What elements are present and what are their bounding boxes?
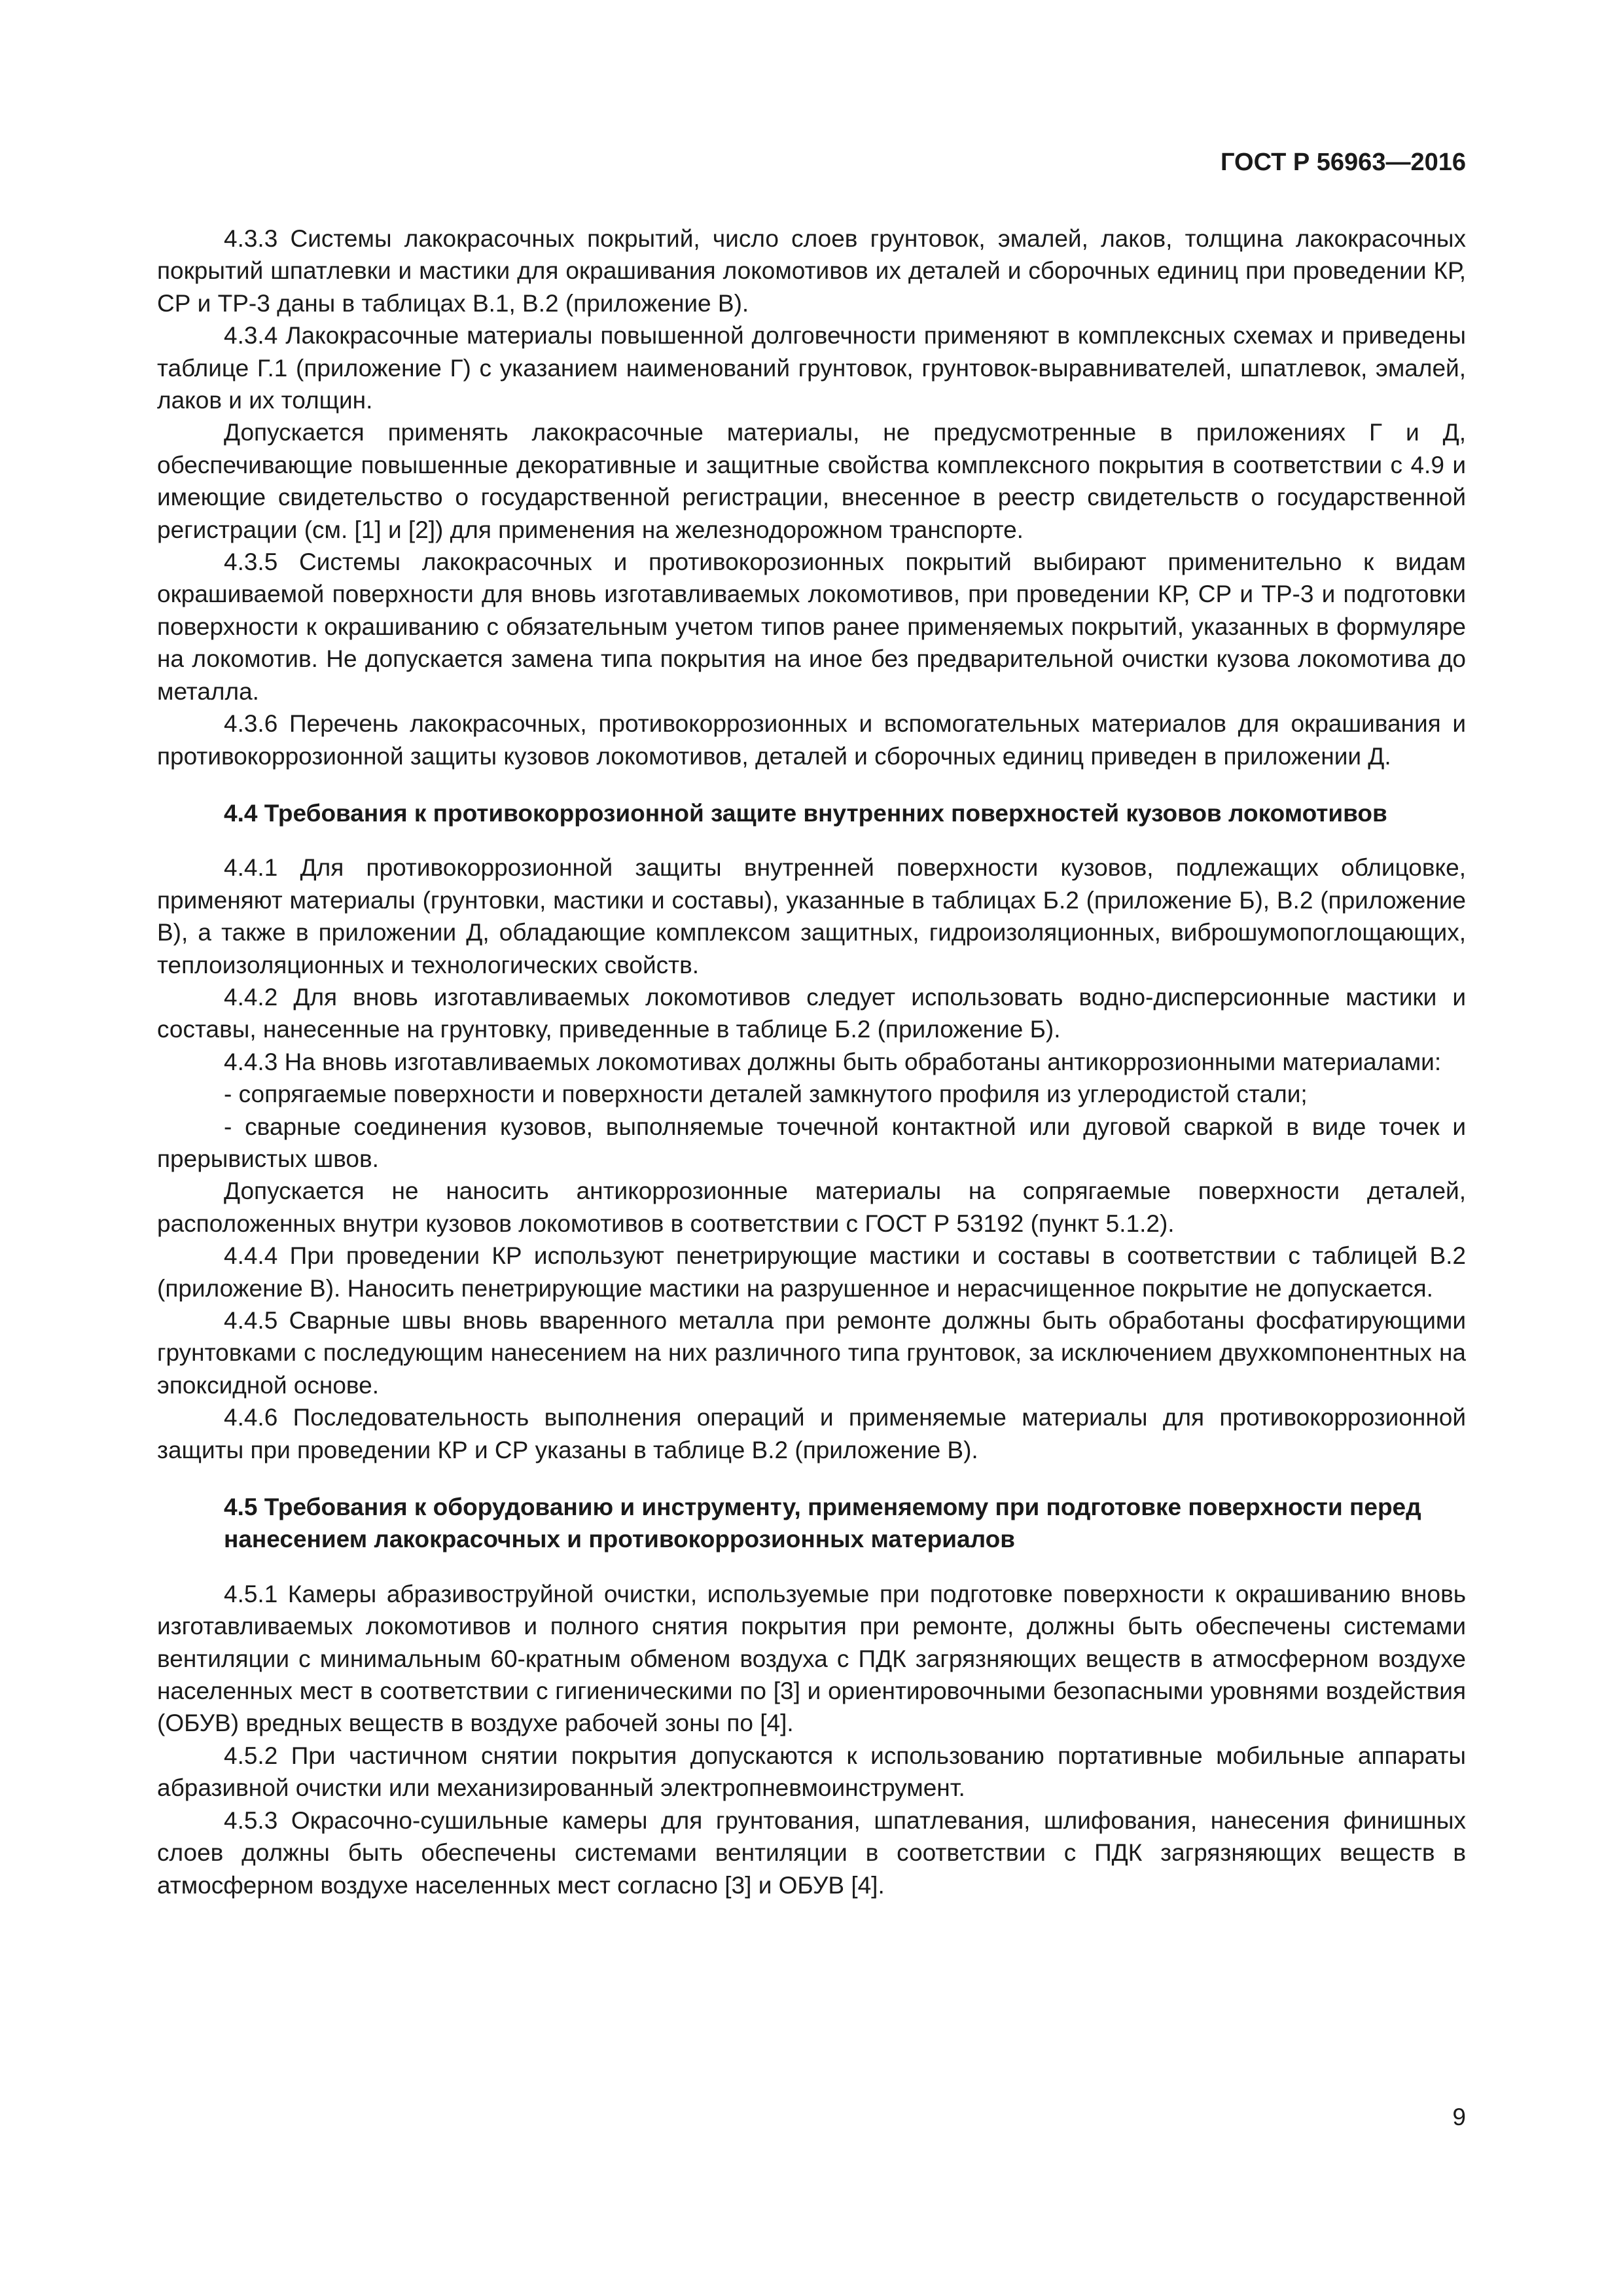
- paragraph-4-3-6: 4.3.6 Перечень лакокрасочных, противокоррозионных и вспомогательных материалов для окрашивания и противокоррозионной защиты кузовов локомотивов, деталей и сборочных единиц приведен в приложении Д.: [157, 710, 1466, 770]
- paragraph-4-4-4: 4.4.4 При проведении КР используют пенетрирующие мастики и составы в соответствии с таблицей В.2 (приложение В). Наносить пенетрирующие мастики на разрушенное и нерасчищенное покрытие не допускается.: [157, 1242, 1466, 1302]
- list-item-mating-surfaces: - сопрягаемые поверхности и поверхности деталей замкнутого профиля из углеродистой стали;: [224, 1081, 1308, 1108]
- paragraph-4-4-3: 4.4.3 На вновь изготавливаемых локомотивах должны быть обработаны антикоррозионными материалами:: [224, 1048, 1442, 1075]
- list-item-welded-joints: - сварные соединения кузовов, выполняемые точечной контактной или дуговой сваркой в виде точек и прерывистых швов.: [157, 1113, 1466, 1172]
- paragraph-4-3-4-allowance: Допускается применять лакокрасочные материалы, не предусмотренные в приложениях Г и Д, обеспечивающие повышенные декоративные и защитные свойства комплексного покрытия в соответствии с 4.9 и имеющие свидетельство о государственной регистрации, внесенное в реестр свидетельств о государственной регистрации (см. [1] и [2]) для применения на железнодорожном транспорте.: [157, 419, 1466, 543]
- paragraph-4-5-2: 4.5.2 При частичном снятии покрытия допускаются к использованию портативные мобильные аппараты абразивной очистки или механизированный электропневмоинструмент.: [157, 1742, 1466, 1802]
- page-number: 9: [1452, 2104, 1466, 2130]
- paragraph-4-4-2: 4.4.2 Для вновь изготавливаемых локомотивов следует использовать водно-дисперсионные мастики и составы, нанесенные на грунтовку, приведенные в таблице Б.2 (приложение Б).: [157, 983, 1466, 1043]
- document-body: [157, 223, 1466, 1901]
- paragraph-4-5-1: 4.5.1 Камеры абразивоструйной очистки, используемые при подготовке поверхности к окрашиванию вновь изготавливаемых локомотивов и полного снятия покрытия при ремонте, должны быть обеспечены системами вентиляции с минимальным 60-кратным обменом воздуха с ПДК загрязняющих веществ в атмосферном воздухе населенных мест в соответствии с гигиеническими по [3] и ориентировочными безопасными уровнями воздействия (ОБУВ) вредных веществ в воздухе рабочей зоны по [4].: [157, 1580, 1466, 1737]
- paragraph-4-4-3-allowance: Допускается не наносить антикоррозионные материалы на сопрягаемые поверхности деталей, расположенных внутри кузовов локомотивов в соответствии с ГОСТ Р 53192 (пункт 5.1.2).: [157, 1177, 1466, 1237]
- paragraph-4-4-6: 4.4.6 Последовательность выполнения операций и применяемые материалы для противокоррозионной защиты при проведении КР и СР указаны в таблице В.2 (приложение В).: [157, 1404, 1466, 1463]
- document-code-header: ГОСТ Р 56963—2016: [1221, 149, 1466, 176]
- paragraph-4-3-4: 4.3.4 Лакокрасочные материалы повышенной долговечности применяют в комплексных схемах и приведены таблице Г.1 (приложение Г) с указанием наименований грунтовок, грунтовок-выравнивателей, шпатлевок, эмалей, лаков и их толщин.: [157, 322, 1466, 414]
- section-heading-4-5: 4.5 Требования к оборудованию и инструменту, применяемому при подготовке поверхности перед нанесением лакокрасочных и противокоррозионных материалов: [224, 1494, 1421, 1553]
- paragraph-4-4-1: 4.4.1 Для противокоррозионной защиты внутренней поверхности кузовов, подлежащих облицовке, применяют материалы (грунтовки, мастики и составы), указанные в таблицах Б.2 (приложение Б), В.2 (приложение В), а также в приложении Д, обладающие комплексом защитных, гидроизоляционных, виброшумопоглощающих, теплоизоляционных и технологических свойств.: [157, 854, 1466, 978]
- paragraph-4-3-5: 4.3.5 Системы лакокрасочных и противокорозионных покрытий выбирают применительно к видам окрашиваемой поверхности для вновь изготавливаемых локомотивов, при проведении КР, СР и ТР-3 и подготовки поверхности к окрашиванию с обязательным учетом типов ранее применяемых покрытий, указанных в формуляре на локомотив. Не допускается замена типа покрытия на иное без предварительной очистки кузова локомотива до металла.: [157, 548, 1466, 705]
- paragraph-4-4-5: 4.4.5 Сварные швы вновь вваренного металла при ремонте должны быть обработаны фосфатирующими грунтовками с последующим нанесением на них различного типа грунтовок, за исключением двухкомпонентных на эпоксидной основе.: [157, 1307, 1466, 1399]
- paragraph-4-3-3: 4.3.3 Системы лакокрасочных покрытий, число слоев грунтовок, эмалей, лаков, толщина лакокрасочных покрытий шпатлевки и мастики для окрашивания локомотивов их деталей и сборочных единиц при проведении КР, СР и ТР-3 даны в таблицах В.1, В.2 (приложение В).: [157, 225, 1466, 317]
- section-heading-4-4: 4.4 Требования к противокоррозионной защите внутренних поверхностей кузовов локомотивов: [224, 799, 1387, 827]
- paragraph-4-5-3: 4.5.3 Окрасочно-сушильные камеры для грунтования, шпатлевания, шлифования, нанесения финишных слоев должны быть обеспечены системами вентиляции в соответствии с ПДК загрязняющих веществ в атмосферном воздухе населенных мест согласно [3] и ОБУВ [4].: [157, 1806, 1466, 1899]
